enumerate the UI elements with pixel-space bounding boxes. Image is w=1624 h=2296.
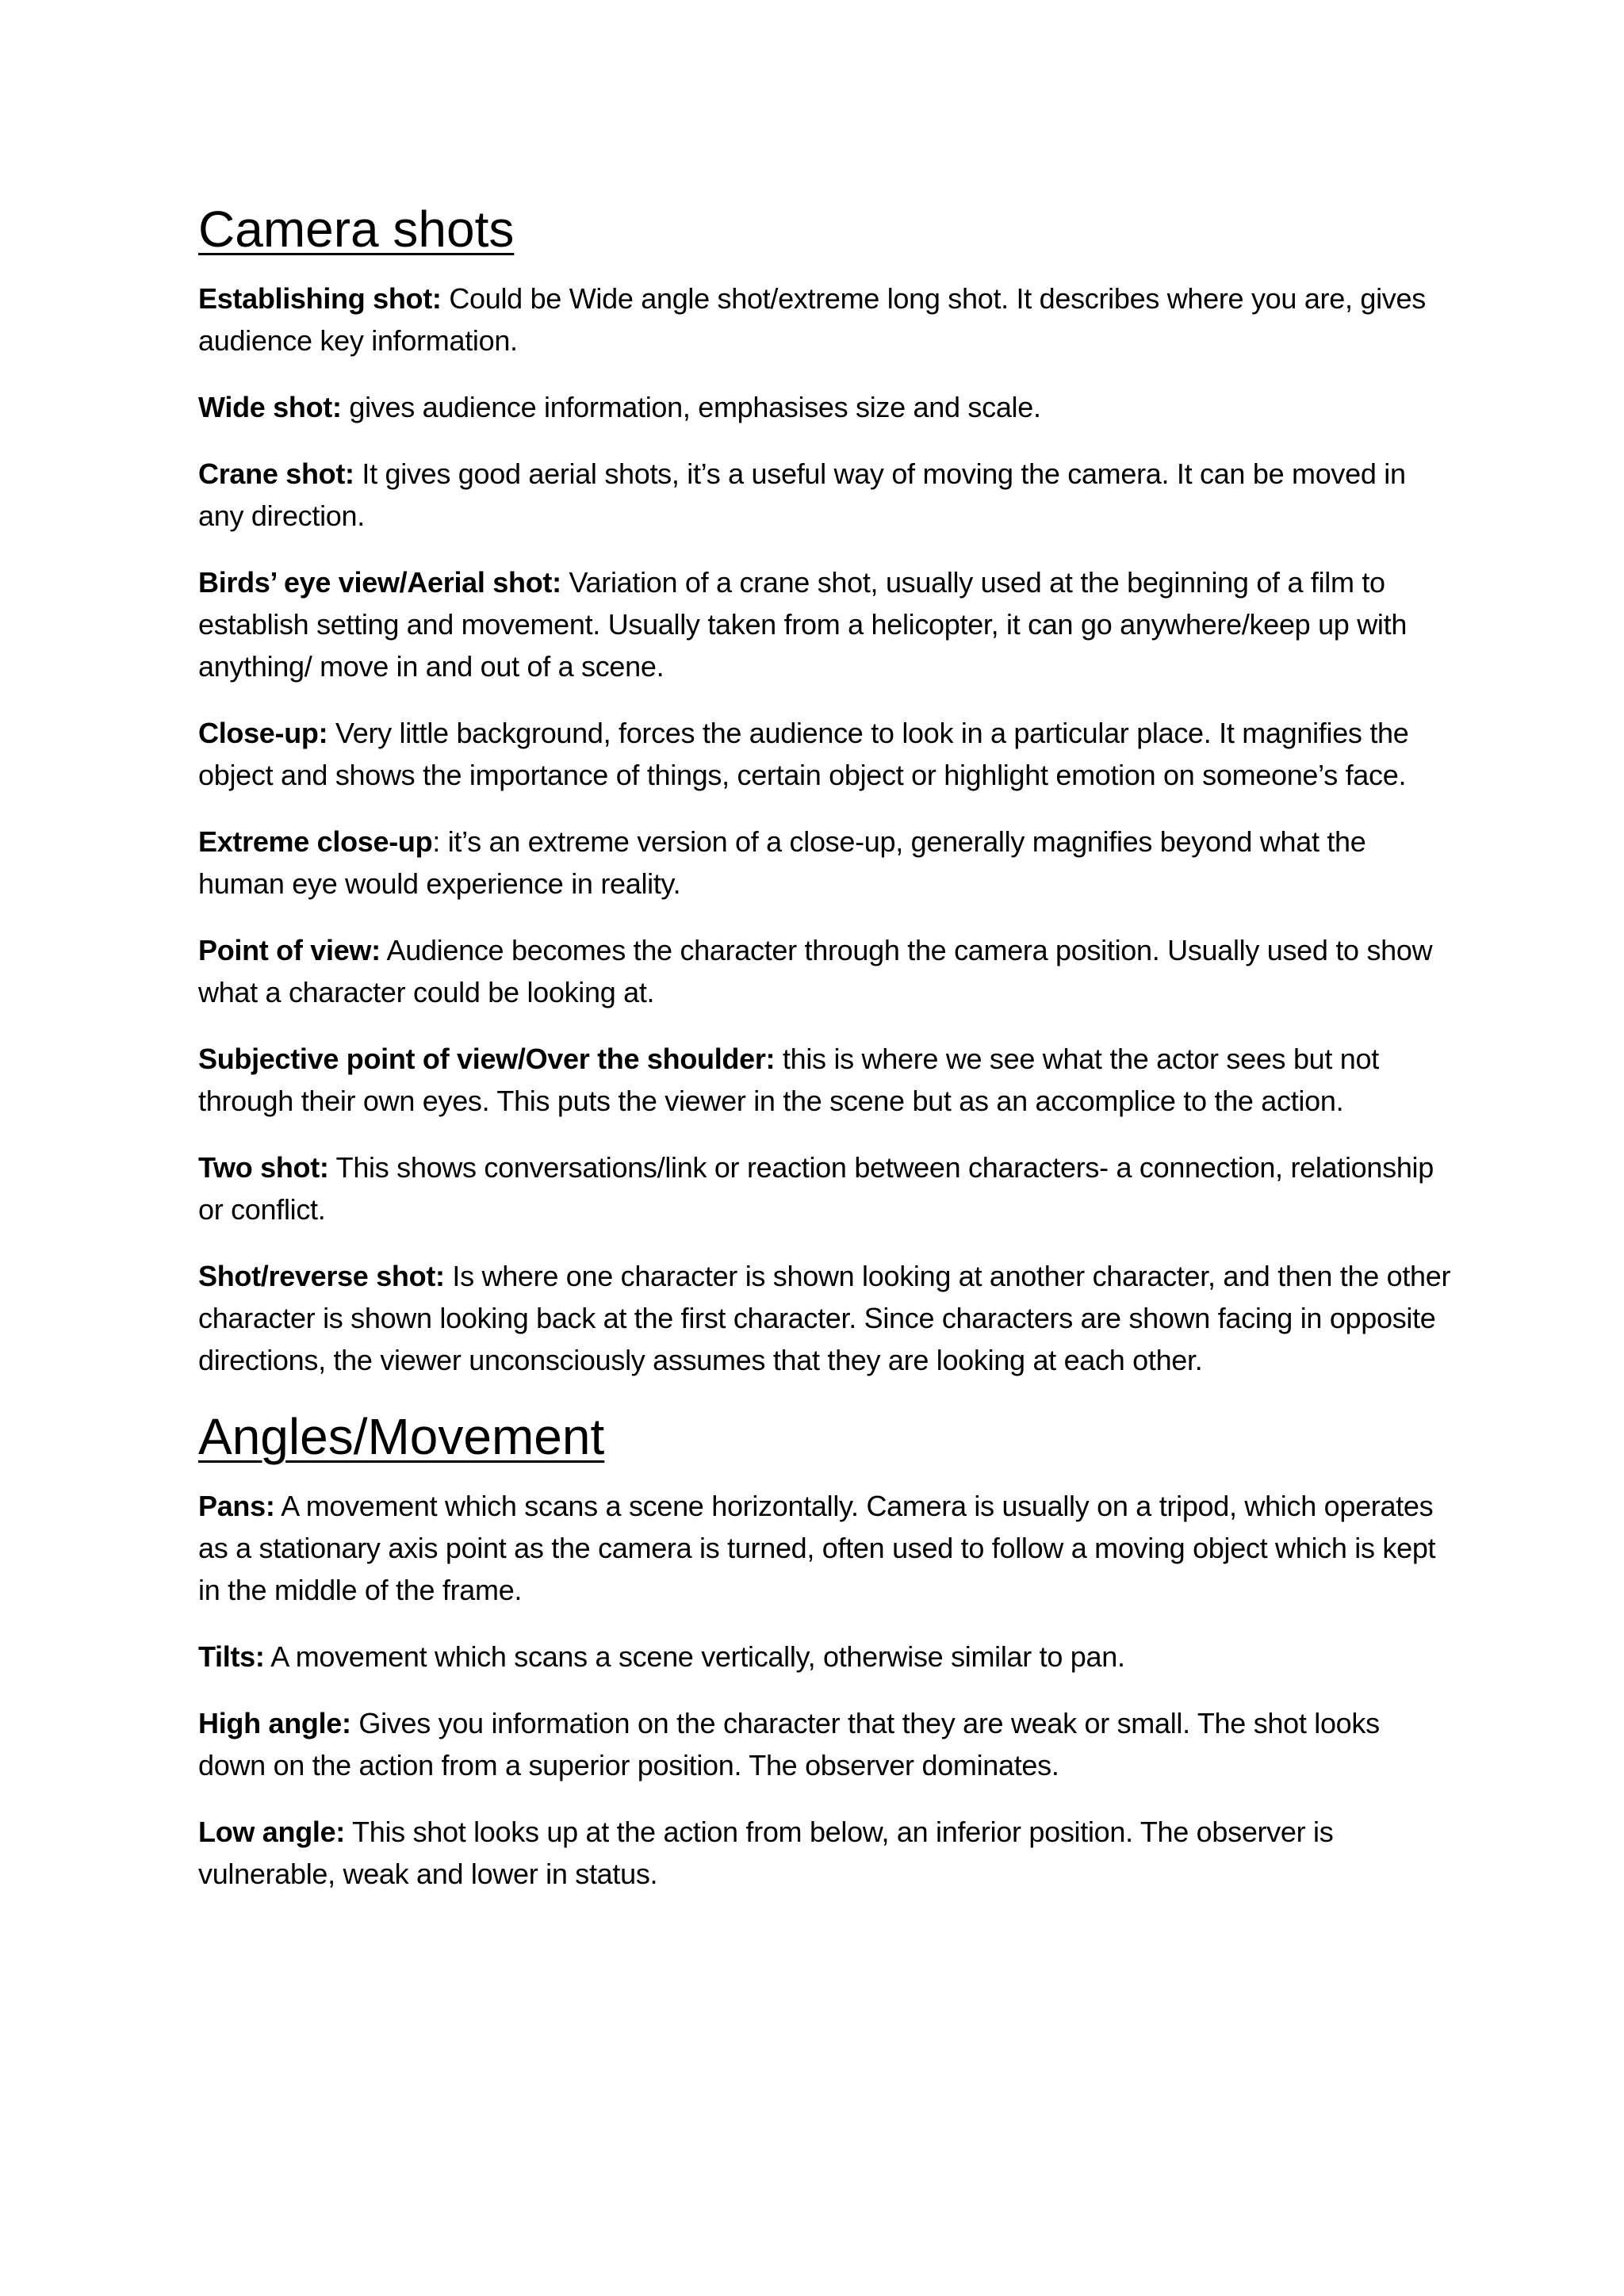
entry-text: Very little background, forces the audience to look in a particular place. It magnifies the object and shows the importance of things, certain object or highlight emotion on someone’s face. [198, 717, 1409, 791]
entry-term: Birds’ eye view/Aerial shot: [198, 566, 561, 599]
entry-extreme-close-up [198, 821, 1451, 905]
entry-text: Variation of a crane shot, usually used at the beginning of a film to establish setting and movement. Usually taken from a helicopter, it can go anywhere/keep up with anything/ move in and out of a scene. [198, 566, 1408, 683]
entry-term: Extreme close-up [198, 825, 433, 858]
document-page [198, 198, 1451, 1919]
entry-text: This shot looks up at the action from below, an inferior position. The observer is vulnerable, weak and lower in status. [198, 1816, 1334, 1890]
entry-point-of-view [198, 929, 1451, 1013]
entry-close-up [198, 712, 1451, 796]
entry-term: High angle: [198, 1707, 351, 1739]
section-heading-angles-movement: Angles/Movement [198, 1408, 605, 1465]
entry-shot-reverse-shot [198, 1255, 1451, 1381]
entry-term: Subjective point of view/Over the shoulder: [198, 1043, 776, 1075]
entry-low-angle [198, 1811, 1451, 1895]
entry-text: Is where one character is shown looking at another character, and then the other character is shown looking back at the first character. Since characters are shown facing in opposite directions, the viewer unconsciously assumes that they are looking at each other. [198, 1260, 1451, 1376]
entry-crane-shot [198, 453, 1451, 537]
entry-text: Gives you information on the character that they are weak or small. The shot looks down on the action from a superior position. The observer dominates. [198, 1707, 1380, 1781]
entry-term: Two shot: [198, 1151, 329, 1184]
entry-text: It gives good aerial shots, it’s a useful way of moving the camera. It can be moved in any direction. [198, 457, 1406, 532]
entry-subjective-point-of-view [198, 1038, 1451, 1122]
entry-term: Low angle: [198, 1816, 345, 1848]
entry-tilts [198, 1636, 1451, 1678]
entry-term: Crane shot: [198, 457, 354, 490]
entry-term: Tilts: [198, 1640, 265, 1673]
entry-term: Point of view: [198, 934, 381, 966]
entry-term: Close-up: [198, 717, 328, 749]
entry-text: gives audience information, emphasises size and scale. [341, 391, 1041, 423]
section-heading-camera-shots: Camera shots [198, 201, 515, 258]
entry-text: this is where we see what the actor sees but not through their own eyes. This puts the viewer in the scene but as an accomplice to the action. [198, 1043, 1379, 1117]
entry-text: This shows conversations/link or reaction between characters- a connection, relationship or conflict. [198, 1151, 1434, 1226]
entry-text: A movement which scans a scene vertically, otherwise similar to pan. [264, 1640, 1125, 1673]
entry-establishing-shot [198, 277, 1451, 362]
entry-birds-eye-view [198, 561, 1451, 687]
entry-term: Wide shot: [198, 391, 342, 423]
entry-two-shot [198, 1146, 1451, 1230]
entry-term: Shot/reverse shot: [198, 1260, 445, 1292]
entry-text: A movement which scans a scene horizontally. Camera is usually on a tripod, which operates as a stationary axis point as the camera is turned, often used to follow a moving object which is kept in the middle of the frame. [198, 1490, 1436, 1606]
entry-term: Pans: [198, 1490, 275, 1522]
entry-wide-shot [198, 386, 1451, 428]
entry-text: : it’s an extreme version of a close-up, generally magnifies beyond what the human eye would experience in reality. [198, 825, 1366, 900]
entry-pans [198, 1485, 1451, 1611]
entry-text: Could be Wide angle shot/extreme long shot. It describes where you are, gives audience key information. [198, 282, 1426, 357]
entry-term: Establishing shot: [198, 282, 442, 315]
entry-high-angle [198, 1702, 1451, 1786]
entry-text: Audience becomes the character through the camera position. Usually used to show what a character could be looking at. [198, 934, 1433, 1008]
